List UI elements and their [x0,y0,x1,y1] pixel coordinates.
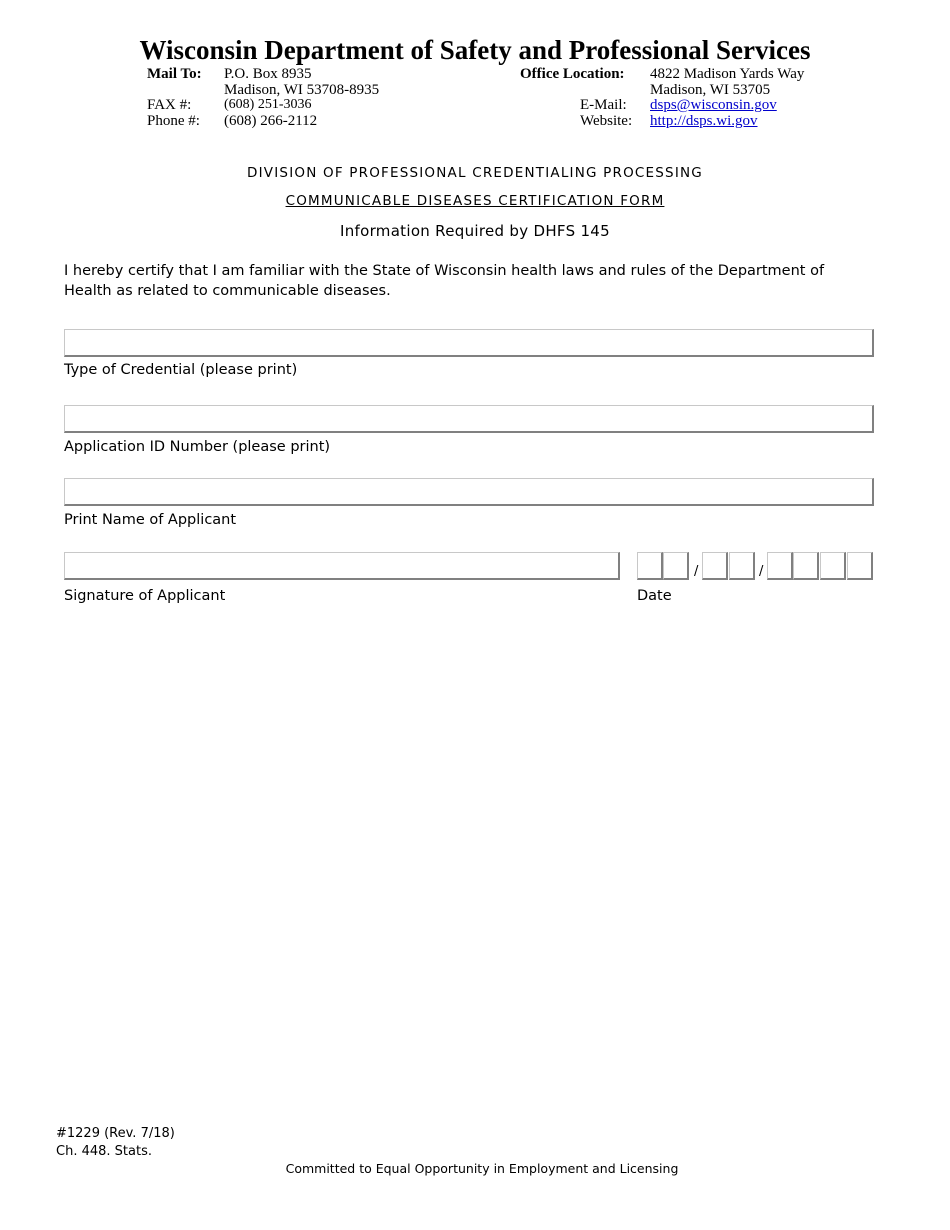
date-month-digit-2[interactable] [663,552,689,580]
website-link[interactable]: http://dsps.wi.gov [650,113,758,129]
date-year-digit-3[interactable] [820,552,846,580]
form-title-text: COMMUNICABLE DISEASES CERTIFICATION FORM [285,193,665,209]
signature-input[interactable] [64,552,620,580]
date-separator: / [694,564,699,579]
statute-reference: Ch. 448. Stats. [56,1144,152,1159]
date-separator: / [759,564,764,579]
application-id-input[interactable] [64,405,874,433]
applicant-name-label: Print Name of Applicant [64,512,237,528]
email-label: E-Mail: [580,97,627,113]
date-day-digit-1[interactable] [702,552,728,580]
form-number: #1229 (Rev. 7/18) [56,1126,175,1141]
date-month-digit-1[interactable] [637,552,663,580]
mail-to-line1: P.O. Box 8935 [224,66,312,82]
date-label: Date [637,588,672,604]
mail-to-line2: Madison, WI 53708-8935 [224,82,380,98]
form-subtitle: Information Required by DHFS 145 [339,222,610,240]
mail-to-label: Mail To: [147,66,202,82]
date-year-digit-4[interactable] [847,552,873,580]
email-link[interactable]: dsps@wisconsin.gov [650,97,777,113]
credential-type-label: Type of Credential (please print) [64,362,298,378]
phone-value: (608) 266-2112 [224,113,318,129]
fax-value: (608) 251-3036 [224,97,312,112]
equal-opportunity-tagline: Committed to Equal Opportunity in Employment and Licensing [285,1161,679,1176]
office-line1: 4822 Madison Yards Way [650,66,805,82]
credential-type-input[interactable] [64,329,874,357]
applicant-name-input[interactable] [64,478,874,506]
phone-label: Phone #: [147,113,200,129]
date-year-digit-2[interactable] [793,552,819,580]
office-location-label: Office Location: [520,66,625,82]
fax-label: FAX #: [147,97,192,113]
date-year-digit-1[interactable] [767,552,793,580]
application-id-label: Application ID Number (please print) [64,439,331,455]
website-label: Website: [580,113,633,129]
certification-statement: I hereby certify that I am familiar with the State of Wisconsin health laws and rules of the Department of Health as related to communicable diseases. [64,263,825,299]
date-day-digit-2[interactable] [729,552,755,580]
form-title [0,193,950,209]
division-heading: DIVISION OF PROFESSIONAL CREDENTIALING PROCESSING [247,165,703,181]
signature-label: Signature of Applicant [64,588,226,604]
office-line2: Madison, WI 53705 [650,82,771,98]
agency-title: Wisconsin Department of Safety and Professional Services [139,35,811,65]
